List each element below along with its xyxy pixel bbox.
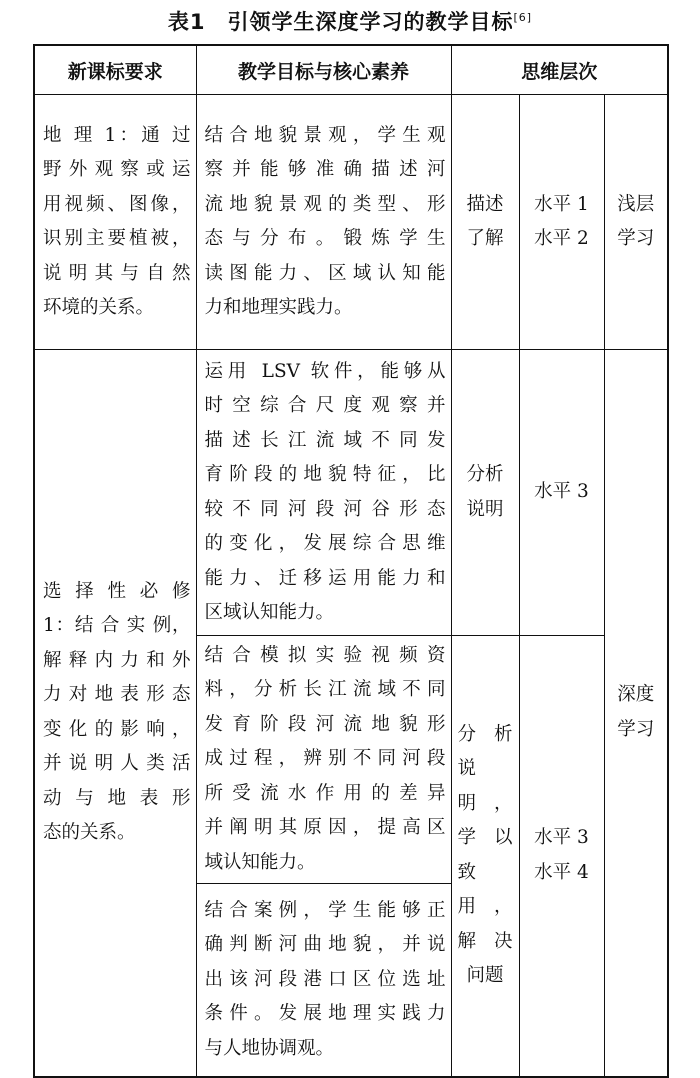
text-line: 态的关系。 <box>43 822 136 844</box>
table-title: 表1 引领学生深度学习的教学目标[6] <box>167 10 533 34</box>
text-line: 了解 <box>466 228 504 249</box>
text-line: 力对地表形态 <box>43 684 191 706</box>
depth-cell <box>604 350 668 1077</box>
text-line: 1：结 合 实 例， <box>43 615 191 637</box>
text-line: 水平 2 <box>534 228 589 249</box>
title-reference: [6] <box>513 11 533 24</box>
text-line: 野外观察或运 <box>43 159 191 180</box>
text-line: 运用 LSV 软件，能够从 <box>204 360 446 382</box>
table-row <box>34 350 668 636</box>
text-line: 学 以 <box>457 827 513 849</box>
text-line: 环境的关系。 <box>43 297 155 318</box>
text-line: 说明， <box>457 758 513 814</box>
text-line: 深度 <box>617 684 655 706</box>
text-line: 发育阶段河流地貌形 <box>204 713 446 735</box>
text-line: 识别主要植被， <box>43 228 191 249</box>
text-line: 水平 3 <box>534 827 589 849</box>
text-line: 流地貌景观的类型、形 <box>204 193 446 215</box>
text-line: 育阶段的地貌特征，比 <box>204 464 446 485</box>
header-thinking-level: 思维层次 <box>451 45 668 95</box>
text-line: 条件。发展地理实践力 <box>204 1003 446 1024</box>
goal-cell <box>196 884 451 1077</box>
table-header-row <box>34 45 668 95</box>
level-num-cell <box>519 350 604 636</box>
text-line: 用视频、图像， <box>43 193 191 215</box>
text-line: 料，分析长江流域不同 <box>204 679 446 701</box>
requirement-cell <box>34 95 196 350</box>
text-line: 分 析 <box>457 723 513 745</box>
text-line: 力和地理实践力。 <box>204 297 353 318</box>
text-line: 水平 4 <box>534 861 589 883</box>
text-line: 变化的影响， <box>43 718 191 740</box>
text-line: 与人地协调观。 <box>204 1037 335 1059</box>
text-line: 致用， <box>457 861 513 918</box>
level-num-cell <box>519 95 604 350</box>
text-line: 出该河段港口区位选址 <box>204 968 446 990</box>
text-line: 浅层 <box>617 193 655 215</box>
text-line: 动与地表形 <box>43 787 191 809</box>
text-line: 地 理 1：通 过 <box>43 124 191 146</box>
text-line: 并阐明其原因，提高区 <box>204 817 446 839</box>
goal-cell <box>196 95 451 350</box>
text-line: 并说明人类活 <box>43 753 191 775</box>
text-line: 说明 <box>466 498 504 520</box>
text-line: 描述长江流域不同发 <box>204 429 446 451</box>
text-line: 确判断河曲地貌，并说 <box>204 934 446 955</box>
text-line: 结合地貌景观，学生观 <box>204 124 446 146</box>
text-line: 结合案例，学生能够正 <box>204 899 446 921</box>
text-line: 说明其与自然 <box>43 262 191 284</box>
text-line: 描述 <box>466 193 504 215</box>
level-num-cell <box>519 636 604 1077</box>
text-line: 区域认知能力。 <box>204 602 335 623</box>
text-line: 的变化，发展综合思维 <box>204 533 446 554</box>
text-line: 能力、迁移运用能力和 <box>204 567 446 589</box>
level-desc-cell <box>451 95 519 350</box>
level-desc-cell <box>451 350 519 636</box>
text-line: 问题 <box>466 965 504 987</box>
level-desc-cell <box>451 636 519 1077</box>
text-line: 水平 3 <box>534 481 589 503</box>
text-line: 分析 <box>466 464 504 485</box>
text-line: 学习 <box>617 228 655 249</box>
table-row <box>34 95 668 350</box>
teaching-goals-table <box>33 44 669 1078</box>
text-line: 读图能力、区域认知能 <box>204 262 446 284</box>
text-line: 所受流水作用的差异 <box>204 782 446 804</box>
text-line: 解释内力和外 <box>43 649 191 671</box>
requirement-cell <box>34 350 196 1077</box>
text-line: 察并能够准确描述河 <box>204 159 446 180</box>
text-line: 水平 1 <box>534 193 589 215</box>
text-line: 成过程，辨别不同河段 <box>204 748 446 770</box>
text-line: 结合模拟实验视频资 <box>204 644 446 666</box>
text-line: 较不同河段河谷形态 <box>204 498 446 520</box>
depth-cell <box>604 95 668 350</box>
header-requirement: 新课标要求 <box>34 45 196 95</box>
goal-cell <box>196 350 451 636</box>
text-line: 解 决 <box>457 930 513 952</box>
text-line: 态与分布。锻炼学生 <box>204 228 446 249</box>
text-line: 学习 <box>617 718 655 740</box>
goal-cell <box>196 636 451 884</box>
header-goal: 教学目标与核心素养 <box>196 45 451 95</box>
text-line: 域认知能力。 <box>204 851 316 873</box>
text-line: 选 择 性 必 修 <box>43 580 191 602</box>
text-line: 时空综合尺度观察并 <box>204 395 446 416</box>
